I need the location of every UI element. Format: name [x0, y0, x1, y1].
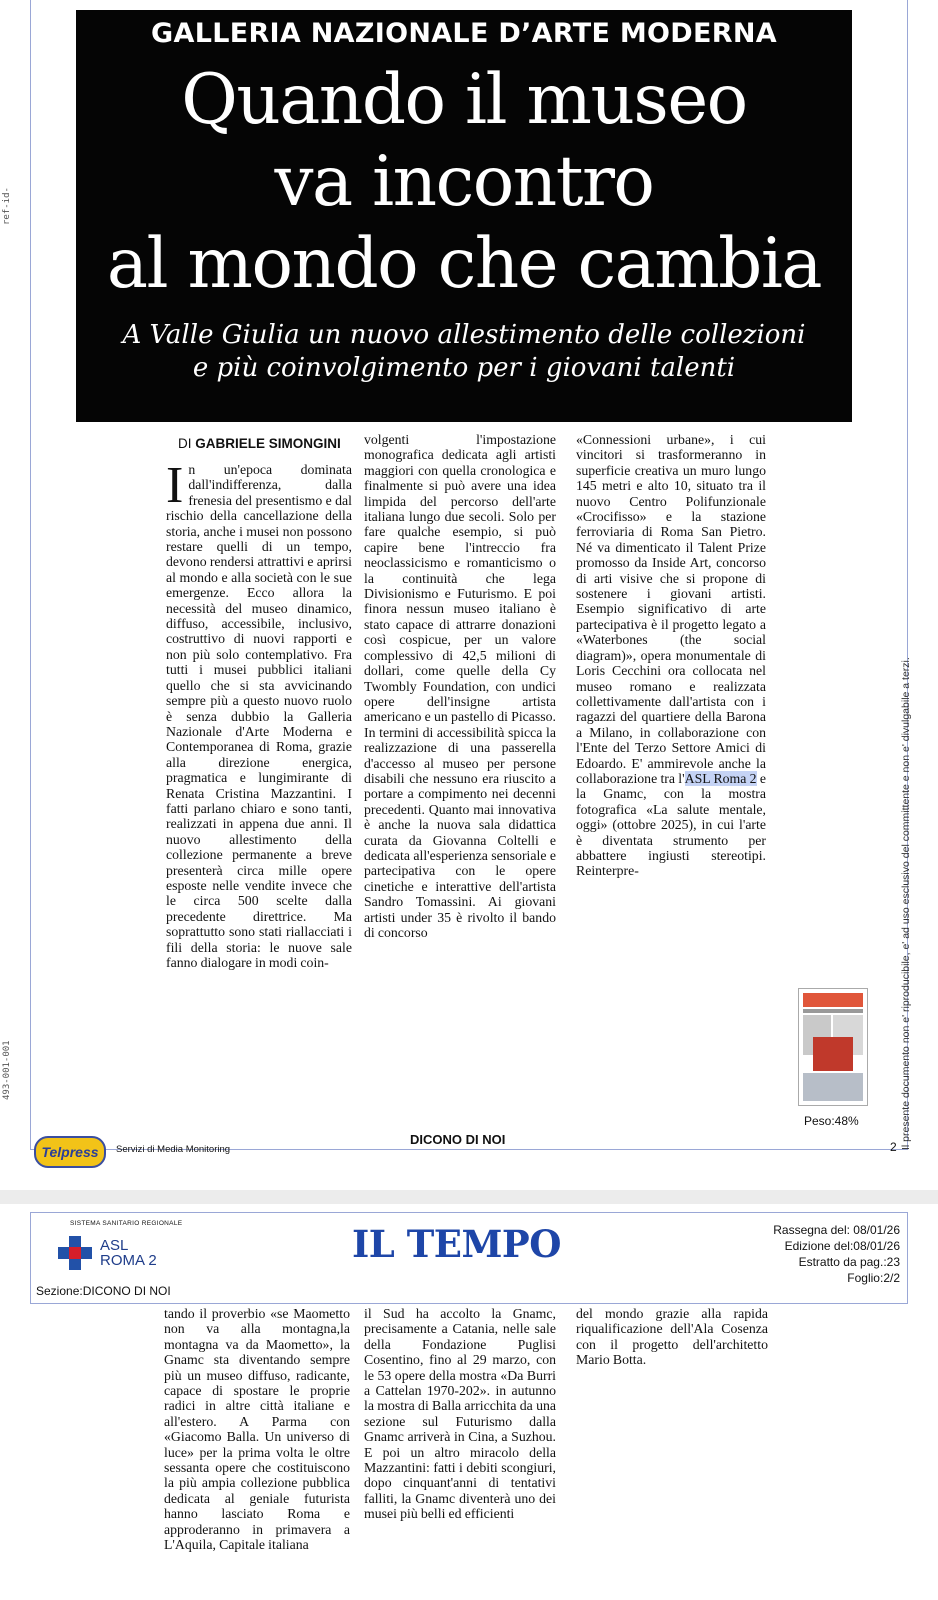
side-ref-label: ref-id-: [2, 187, 12, 225]
estratto-page: Estratto da pag.:23: [798, 1255, 900, 1269]
headline: [76, 59, 852, 305]
kicker: GALLERIA NAZIONALE D’ARTE MODERNA: [151, 18, 777, 49]
byline-author: GABRIELE SIMONGINI: [195, 436, 341, 451]
column-1-text: n un'epoca dominata dall'indifferenza, dalla frenesia del presentismo e dal rischio della cancellazione della storia, anche i musei non possono restare quelli di un tempo, devono rendersi attrattivi e aprirsi al mondo e alla società con le sue emergenze. Ecco allora la necessità del museo dinamico, diffuso, accessibile, inclusivo, costruttivo di nuovi rapporti e non più solo contemplativo. Fra tutti i musei pubblici italiani quello che si sta avvicinando sempre più a questo nuovo ruolo è senza dubbio la Galleria Nazionale d'Arte Moderna e Contemporanea di Roma, grazie alla direzione energica, pragmatica e lungimirante di Renata Cristina Mazzantini. I fatti parlano chiaro e sono tanti, realizzati in appena due anni. Il nuovo allestimento della collezione permanente a breve presenterà circa mille opere esposte nelle vendite invece che le circa 500 scelte dalla precedente direttrice. Ma soprattutto sono stati riallacciati i fili della storia: le nuove sale fanno dialogare in modi coin-: [166, 462, 352, 970]
subheadline: [76, 319, 852, 385]
rassegna-date: Rassegna del: 08/01/26: [773, 1223, 900, 1237]
page-2: [0, 1204, 938, 1600]
thumbnail-icon: [799, 989, 867, 1105]
footer-service-text: Servizi di Media Monitoring: [116, 1144, 231, 1155]
page-2-column-1: tando il proverbio «se Maometto non va alla montagna,la montagna va da Maometto», la Gnamc sta diventando sempre più un museo diffuso, radicante, capace di spostare le proprie radici in altre città italiane e all'estero. A Parma con «Giacomo Balla. Un universo di luce» per la prima volta le oltre sessanta opere che costituiscono la più ampia collezione pubblica dedicata al geniale futurista hanno lasciato Roma e approderanno in primavera a L'Aquila, Capitale italiana: [164, 1306, 350, 1553]
page-2-column-3: del mondo grazie alla rapida riqualificazione dell'Ala Cosenza con il progetto dell'architetto Mario Botta.: [576, 1306, 768, 1368]
article-column-1: [166, 457, 352, 970]
subhead-line-1: A Valle Giulia un nuovo allestimento delle collezioni: [122, 320, 806, 350]
asl-line-2: ROMA 2: [100, 1252, 157, 1269]
column-3-text-b: e la Gnamc, con la mostra fotografica «La salute mentale, oggi» (ottobre 2025), in cui l'arte è diventata strumento per abbattere ingiusti stereotipi. Reinterpre-: [576, 770, 766, 879]
side-code-label: 493-001-001: [2, 1040, 12, 1100]
article-column-2: volgenti l'impostazione monografica dedicata agli artisti maggiori con quella cronologica e finalmente si può avere una idea limpida del percorso dell'arte italiana lungo due secoli. Solo per fare qualche esempio, si può capire bene l'intreccio fra neoclassicismo e romanticismo o la continuità che lega Divisionismo e Futurismo. E poi finora nessun museo italiano è stato capace di attrarre donazioni così cospicue, per un valore complessivo di 42,5 milioni di dollari, come quelle della Cy Twombly Foundation, con undici opere dell'insigne artista americano e un pastello di Picasso. In termini di accessibilità spicca la realizzazione di una passerella d'accesso al museo per persone disabili che nessuno era riuscito a portare a compimento nei decenni precedenti. Quanto mai innovativa è anche la nuova sala didattica curata da Giovanna Coltelli e dedicata all'esperienza sensoriale e partecipativa con le opere cinetiche e interattive dell'artista Sandro Tomassini. Ai giovani artisti under 35 è rivolto il bando di concorso: [364, 432, 556, 940]
copyright-notice: Il presente documento non e' riproducibile, e' ad uso esclusivo del committente e non e' divulgabile a terzi.: [900, 657, 912, 1150]
page-2-column-2: il Sud ha accolto la Gnamc, precisamente a Catania, nelle sale della Fondazione Puglisi Cosentino, fino al 29 marzo, con le 53 opere della mostra «Da Burri a Cattelan 1970-202». in autunno la mostra di Balla arricchita da una sezione sul Futurismo dalla Gnamc arriverà in Cina, a Suzhou. E poi un altro miracolo della Mazzantini: fatti i debiti scongiuri, dopo cinquant'anni di tentativi falliti, la Gnamc diventerà uno dei musei più belli ed efficienti: [364, 1306, 556, 1522]
article-column-3: [576, 432, 766, 879]
highlighted-asl-text: ASL Roma 2: [684, 770, 757, 786]
headline-line-1: Quando il museo: [181, 60, 747, 140]
asl-line-1: ASL: [100, 1237, 129, 1254]
edizione-date: Edizione del:08/01/26: [784, 1239, 900, 1253]
page-thumbnail: [798, 988, 868, 1106]
drop-cap: I: [166, 457, 184, 514]
footer-page-number: 2: [890, 1140, 897, 1154]
peso-label: Peso:48%: [804, 1114, 859, 1128]
sezione-label: Sezione:DICONO DI NOI: [36, 1284, 171, 1298]
headline-line-2: va incontro: [274, 142, 654, 222]
telpress-logo: Telpress: [34, 1136, 106, 1168]
footer-section: DICONO DI NOI: [410, 1132, 506, 1147]
asl-logo-text: [100, 1238, 157, 1268]
byline-prefix: DI: [178, 436, 192, 451]
rassegna-info: [773, 1222, 900, 1286]
headline-line-3: al mondo che cambia: [106, 224, 822, 304]
foglio-count: Foglio:2/2: [847, 1271, 900, 1285]
subhead-line-2: e più coinvolgimento per i giovani talenti: [192, 353, 736, 383]
sistema-label: SISTEMA SANITARIO REGIONALE: [70, 1220, 183, 1227]
column-3-text-a: «Connessioni urbane», i cui vincitori si trasformeranno in superficie creativa un muro lungo 145 metri e alto 10, situato tra il nuovo Centro Polifunzionale «Crocifisso» e la stazione ferroviaria di Roma San Pietro. Né va dimenticato il Talent Prize promosso da Inside Art, concorso di arti visive che si propone di sostenere i giovani artisti. Esempio significativo di arte partecipativa è il progetto legato a «Waterbones (the social diagram)», opera monumentale di Loris Cecchini ora collocata nel museo romano e realizzata collettivamente dall'artista con i ragazzi del quartiere della Barona a Milano, in collaborazione con l'Ente del Terzo Settore Amici di Edoardo. E' ammirevole anche la collaborazione tra l': [576, 432, 766, 786]
newspaper-masthead: IL TEMPO: [352, 1222, 561, 1266]
headline-banner: [76, 10, 852, 422]
asl-cross-icon: [58, 1236, 92, 1270]
byline: [178, 436, 341, 451]
